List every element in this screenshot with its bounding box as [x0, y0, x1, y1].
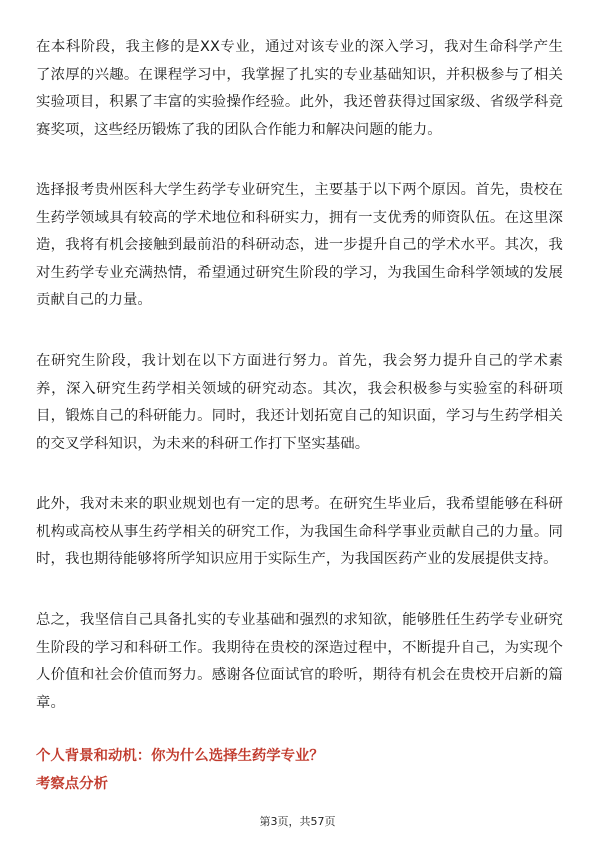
- answer-paragraph-1: 在本科阶段，我主修的是XX专业，通过对该专业的深入学习，我对生命科学产生了浓厚的兴趣。在课程学习中，我掌握了扎实的专业基础知识，并积极参与了相关实验项目，积累了丰富的实验操作经验。此外，我还曾获得过国家级、省级学科竞赛奖项，这些经历锻炼了我的团队合作能力和解决问题的能力。: [36, 39, 563, 138]
- answer-paragraph-4: 此外，我对未来的职业规划也有一定的思考。在研究生毕业后，我希望能够在科研机构或高校从事生药学相关的研究工作，为我国生命科学事业贡献自己的力量。同时，我也期待能够将所学知识应用于实际生产，为我国医药产业的发展提供支持。: [36, 496, 563, 568]
- question-heading: 个人背景和动机：你为什么选择生药学专业？: [36, 748, 324, 764]
- analysis-heading: 考察点分析: [36, 776, 108, 792]
- answer-paragraph-5: 总之，我坚信自己具备扎实的专业基础和强烈的求知欲，能够胜任生药学专业研究生阶段的学习和科研工作。我期待在贵校的深造过程中，不断提升自己，为实现个人价值和社会价值而努力。感谢各位面试官的聆听，期待有机会在贵校开启新的篇章。: [36, 612, 563, 711]
- answer-paragraph-2: 选择报考贵州医科大学生药学专业研究生，主要基于以下两个原因。首先，贵校在生药学领域具有较高的学术地位和科研实力，拥有一支优秀的师资队伍。在这里深造，我将有机会接触到最前沿的科研动态，进一步提升自己的学术水平。其次，我对生药学专业充满热情，希望通过研究生阶段的学习，为我国生命科学领域的发展贡献自己的力量。: [36, 182, 563, 309]
- page-number-footer: 第3页，共57页: [259, 815, 336, 828]
- answer-paragraph-3: 在研究生阶段，我计划在以下方面进行努力。首先，我会努力提升自己的学术素养，深入研究生药学相关领域的研究动态。其次，我会积极参与实验室的科研项目，锻炼自己的科研能力。同时，我还计划拓宽自己的知识面，学习与生药学相关的交叉学科知识，为未来的科研工作打下坚实基础。: [36, 353, 563, 452]
